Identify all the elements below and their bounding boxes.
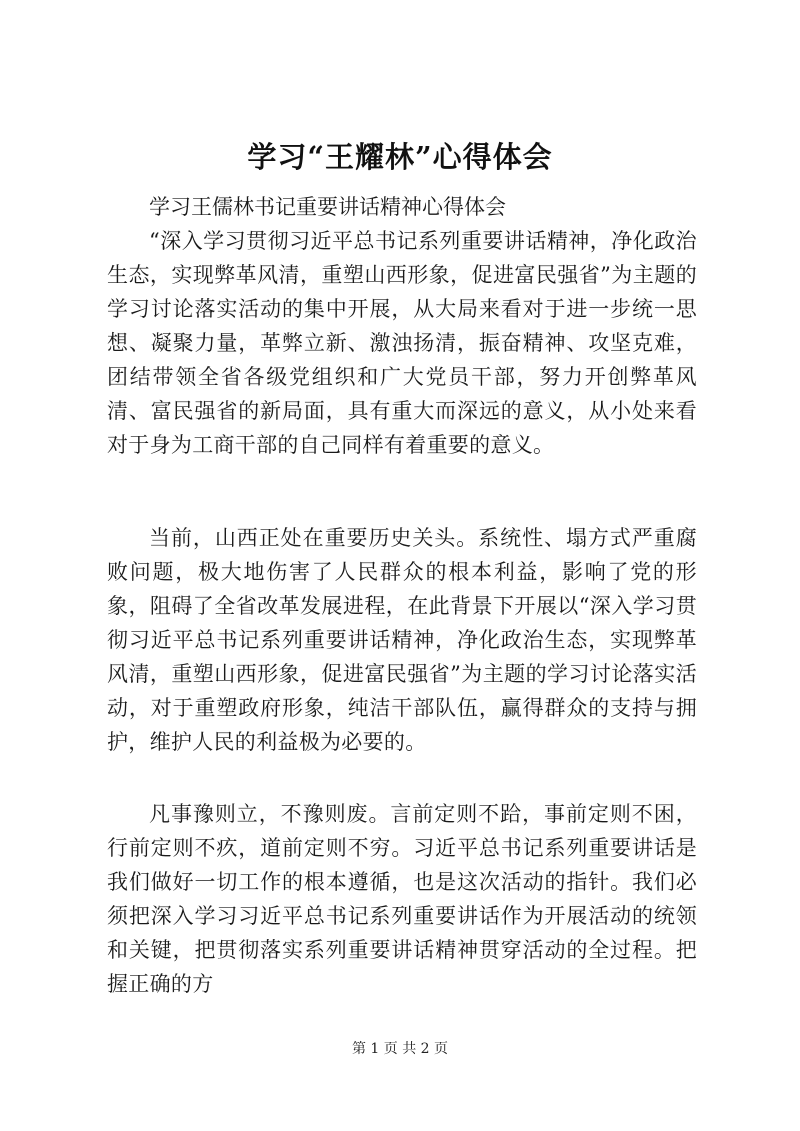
page-footer: 第 1 页 共 2 页 (351, 1041, 449, 1057)
body-paragraph: 凡事豫则立，不豫则废。言前定则不跲，事前定则不困，行前定则不疚，道前定则不穷。习近平总书记系列重要讲话是我们做好一切工作的根本遵循，也是这次活动的指针。我们必须把深入学习习近平总书记系列重要讲话作为开展活动的统领和关键，把贯彻落实系列重要讲话精神贯穿活动的全过程。把握正确的方 (107, 802, 697, 996)
body-paragraph: “深入学习贯彻习近平总书记系列重要讲话精神，净化政治生态，实现弊革风清，重塑山西形象，促进富民强省”为主题的学习讨论落实活动的集中开展，从大局来看对于进一步统一思想、凝聚力量，革弊立新、激浊扬清，振奋精神、攻坚克难，团结带领全省各级党组织和广大党员干部，努力开创弊革风清、富民强省的新局面，具有重大而深远的意义，从小处来看对于身为工商干部的自己同样有着重要的意义。 (107, 229, 697, 457)
document-subtitle: 学习王儒林书记重要讲话精神心得体会 (149, 195, 506, 219)
body-paragraph: 当前，山西正处在重要历史关头。系统性、塌方式严重腐败问题，极大地伤害了人民群众的根本利益，影响了党的形象，阻碍了全省改革发展进程，在此背景下开展以“深入学习贯彻习近平总书记系列重要讲话精神，净化政治生态，实现弊革风清，重塑山西形象，促进富民强省”为主题的学习讨论落实活动，对于重塑政府形象，纯洁干部队伍，赢得群众的支持与拥护，维护人民的利益极为必要的。 (107, 526, 697, 754)
document-title: 学习“王耀林”心得体会 (247, 140, 553, 174)
